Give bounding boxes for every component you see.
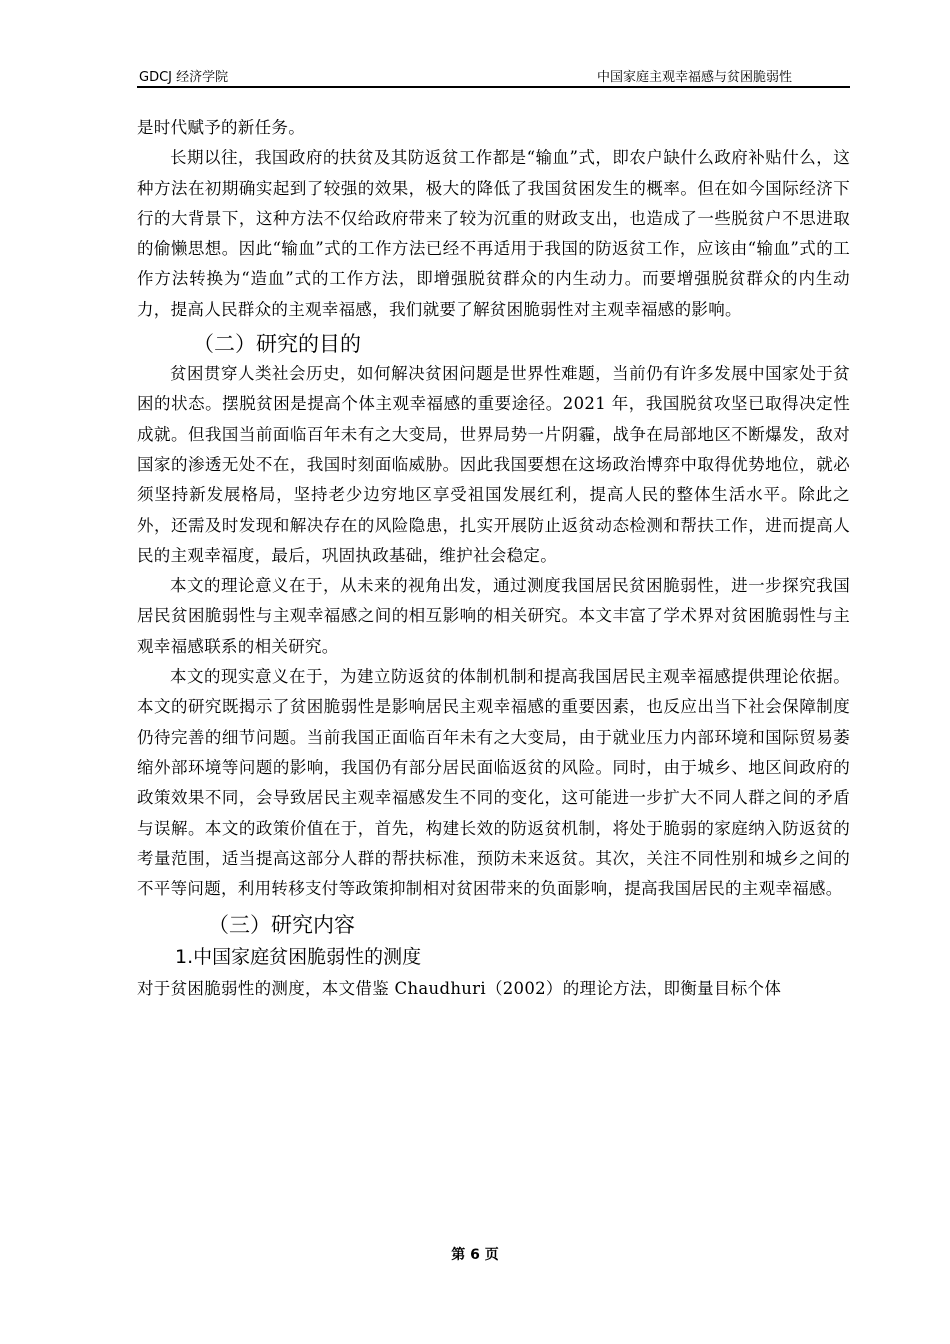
page-body [137,113,850,1005]
paragraph-purpose: 贫困贯穿人类社会历史，如何解决贫困问题是世界性难题，当前仍有许多发展中国家处于贫困的状态。摆脱贫困是提高个体主观幸福感的重要途径。2021 年，我国脱贫攻坚已取得决定性成就。但我国当前面临百年未有之大变局，世界局势一片阴霾，战争在局部地区不断爆发，敌对国家的渗透无处不在，我国时刻面临威胁。因此我国要想在这场政治博弈中取得优势地位，就必须坚持新发展格局，坚持老少边穷地区享受祖国发展红利，提高人民的整体生活水平。除此之外，还需及时发现和解决存在的风险隐患，扎实开展防止返贫动态检测和帮扶工作，进而提高人民的主观幸福度，最后，巩固执政基础，维护社会稳定。 [137,364,850,565]
page-header [137,62,850,88]
header-paper-title: 中国家庭主观幸福感与贫困脆弱性 [596,70,792,85]
paragraph-background: 长期以往，我国政府的扶贫及其防返贫工作都是“输血”式，即农户缺什么政府补贴什么，这种方法在初期确实起到了较强的效果，极大的降低了我国贫困发生的概率。但在如今国际经济下行的大背景下，这种方法不仅给政府带来了较为沉重的财政支出，也造成了一些脱贫户不思进取的偷懒思想。因此“输血”式的工作方法已经不再适用于我国的防返贫工作，应该由“输血”式的工作方法转换为“造血”式的工作方法，即增强脱贫群众的内生动力。而要增强脱贫群众的内生动力，提高人民群众的主观幸福感，我们就要了解贫困脆弱性对主观幸福感的影响。 [137,148,850,319]
section-heading-purpose: （二）研究的目的 [193,332,361,357]
paragraph-continuation: 是时代赋予的新任务。 [137,118,305,137]
page-number: 第 6 页 [451,1247,499,1263]
subsection-heading-measurement: 1.中国家庭贫困脆弱性的测度 [175,946,422,969]
paragraph-practical-significance: 本文的现实意义在于，为建立防返贫的体制机制和提高我国居民主观幸福感提供理论依据。本文的研究既揭示了贫困脆弱性是影响居民主观幸福感的重要因素，也反应出当下社会保障制度仍待完善的细节问题。当前我国正面临百年未有之大变局，由于就业压力内部环境和国际贸易萎缩外部环境等问题的影响，我国仍有部分居民面临返贫的风险。同时，由于城乡、地区间政府的政策效果不同，会导致居民主观幸福感发生不同的变化，这可能进一步扩大不同人群之间的矛盾与误解。本文的政策价值在于，首先，构建长效的防返贫机制，将处于脆弱的家庭纳入防返贫的考量范围，适当提高这部分人群的帮扶标准，预防未来返贫。其次，关注不同性别和城乡之间的不平等问题，利用转移支付等政策抑制相对贫困带来的负面影响，提高我国居民的主观幸福感。 [137,667,850,899]
header-institution: GDCJ 经济学院 [139,70,229,85]
section-heading-content: （三）研究内容 [208,913,355,938]
paragraph-theoretical-significance: 本文的理论意义在于，从未来的视角出发，通过测度我国居民贫困脆弱性，进一步探究我国居民贫困脆弱性与主观幸福感之间的相互影响的相关研究。本文丰富了学术界对贫困脆弱性与主观幸福感联系的相关研究。 [137,576,850,656]
paragraph-measurement: 对于贫困脆弱性的测度，本文借鉴 Chaudhuri（2002）的理论方法，即衡量目标个体 [137,979,782,999]
